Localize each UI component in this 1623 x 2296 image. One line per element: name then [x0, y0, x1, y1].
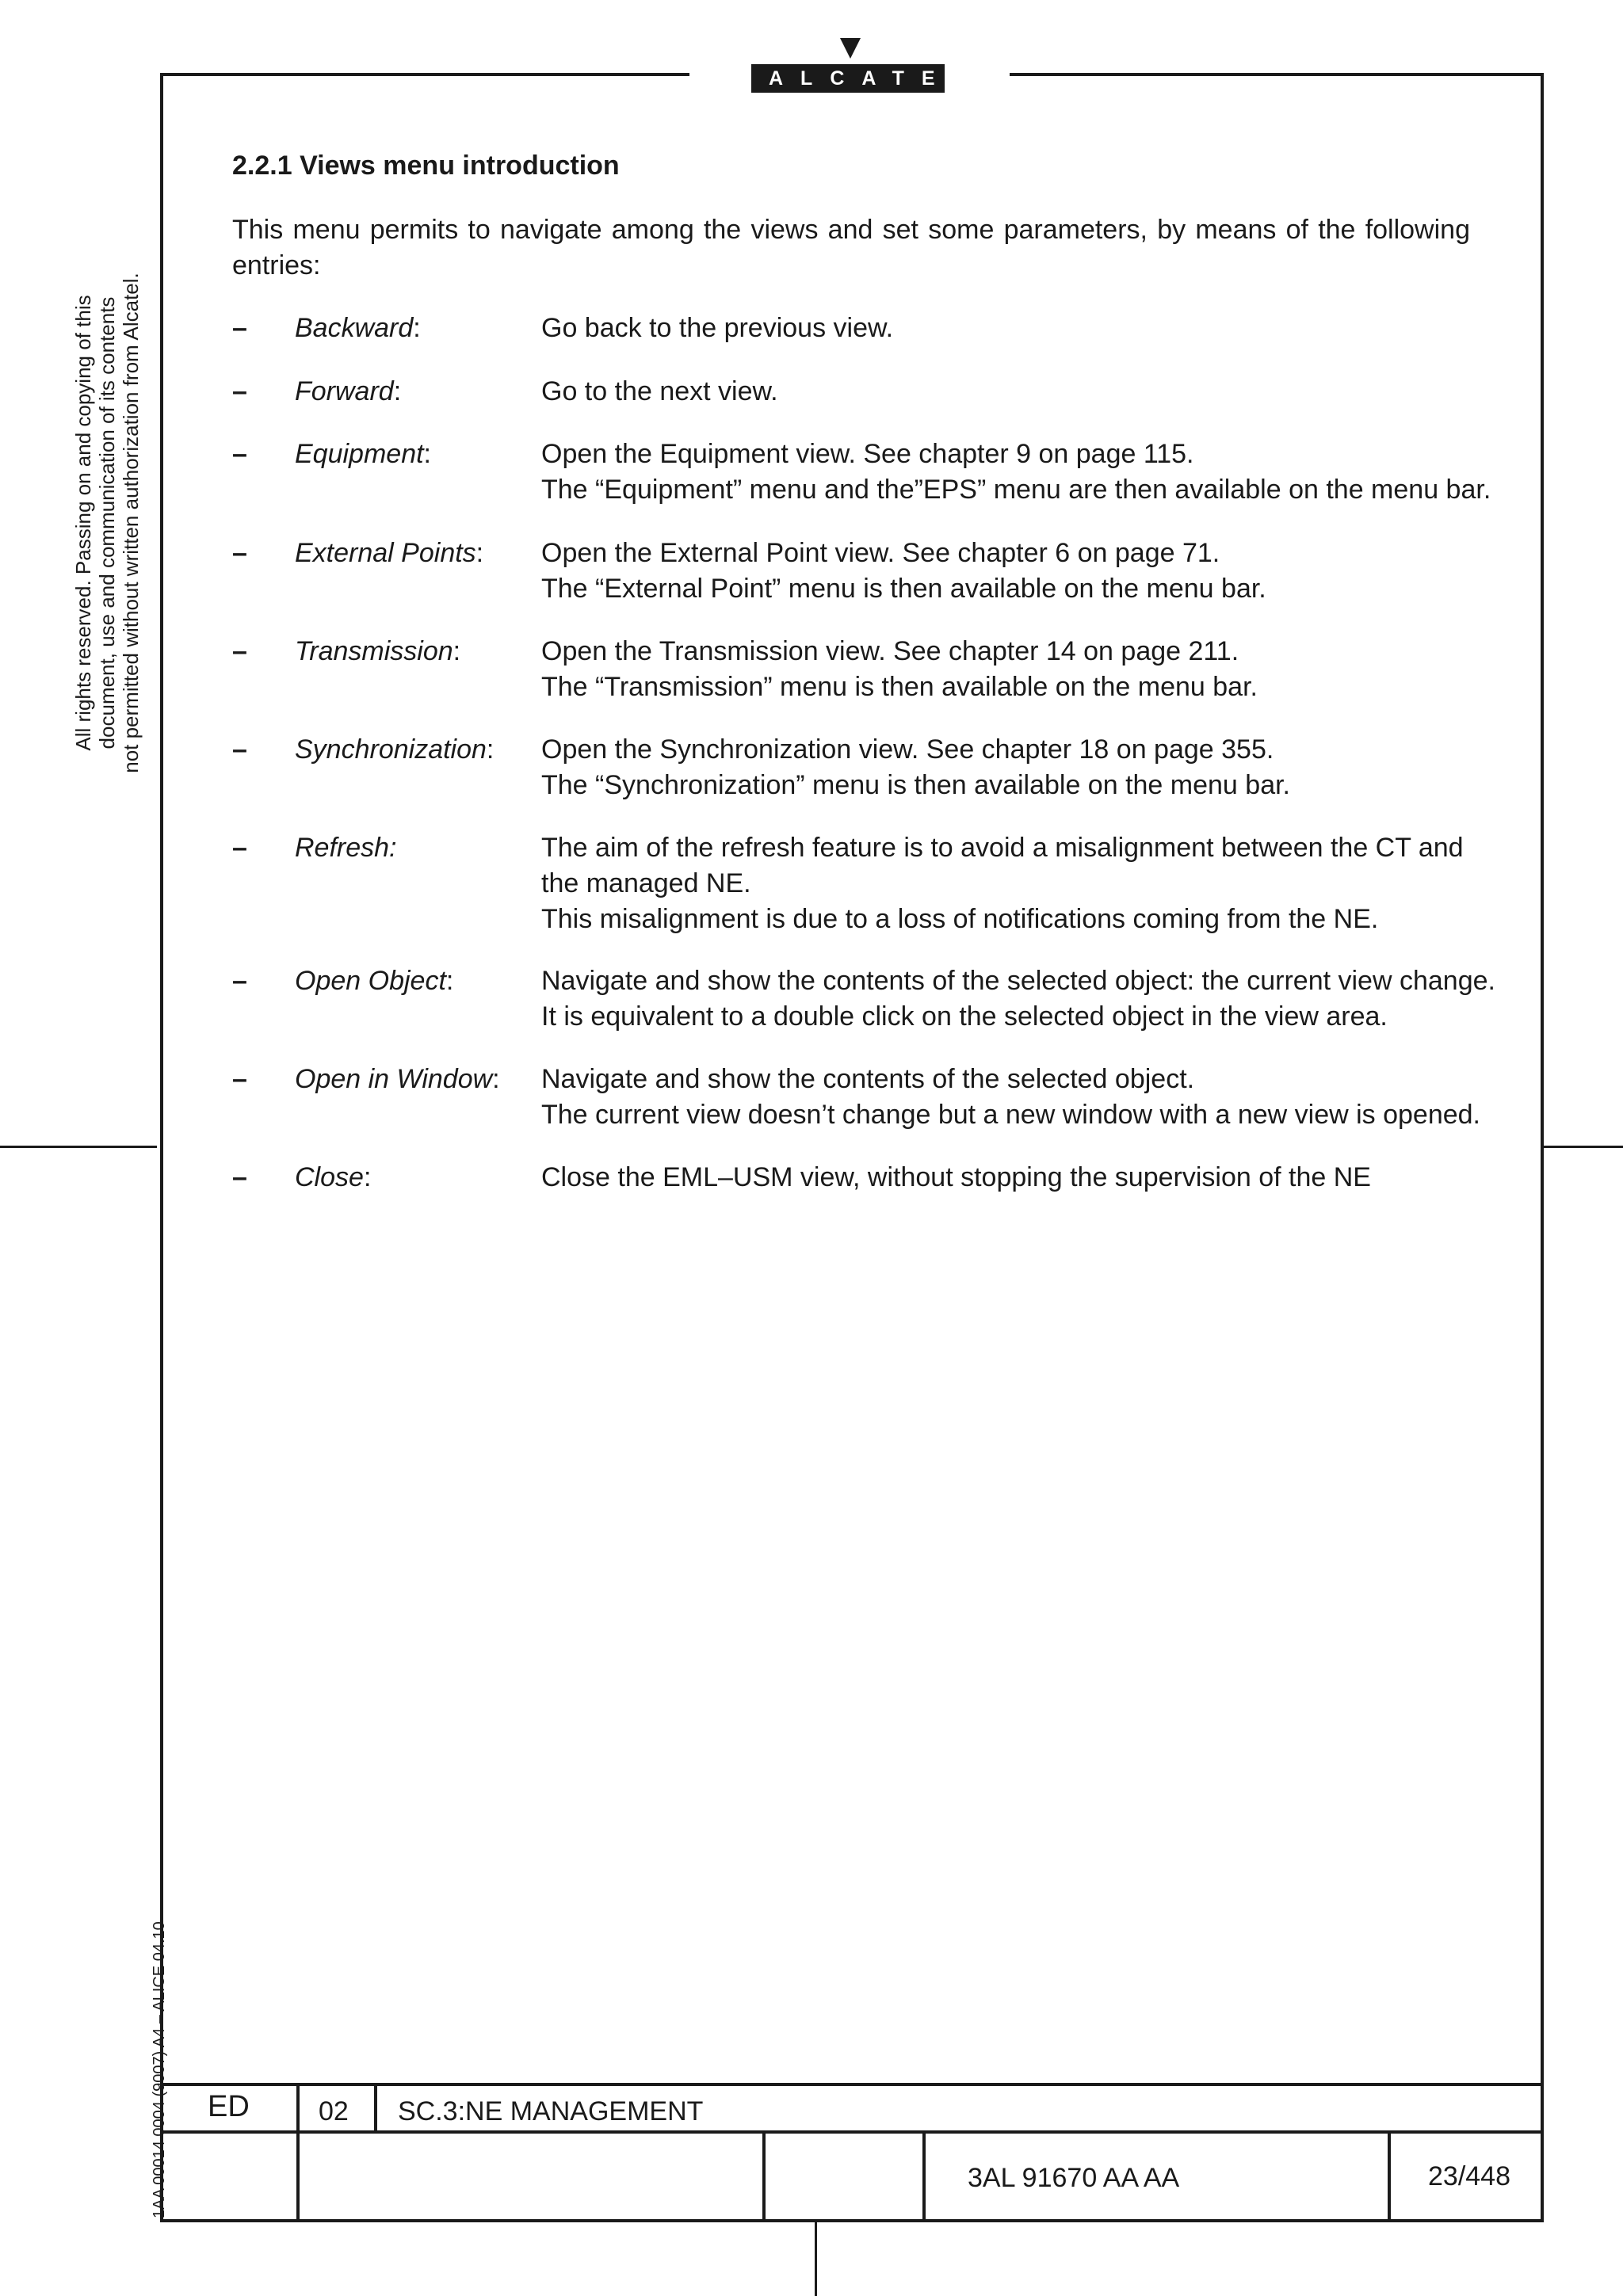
entry-term: [295, 374, 401, 410]
document-title: SC.3:NE MANAGEMENT: [398, 2096, 704, 2126]
entry-term: [295, 963, 453, 999]
entry-term-colon: :: [423, 439, 431, 469]
entry-dash: –: [232, 833, 247, 863]
entry-description-line: Open the Equipment view. See chapter 9 on page 115.: [541, 439, 1194, 469]
entry-description-line: This misalignment is due to a loss of notifications coming from the NE.: [541, 904, 1379, 934]
entry-description: [541, 732, 1476, 803]
entry-term-colon: :: [453, 636, 461, 666]
entry-term-colon: :: [475, 538, 484, 568]
edition-value: 02: [319, 2096, 349, 2126]
entry-dash: –: [232, 734, 247, 765]
entry-description-line: Open the External Point view. See chapter 6 on page 71.: [541, 538, 1220, 568]
frame-left: [160, 73, 163, 2222]
copyright-line-2: document, use and communication of its contents: [95, 296, 119, 749]
entry-dash: –: [232, 313, 247, 343]
entry-description-line: Close the EML–USM view, without stopping the supervision of the NE: [541, 1162, 1371, 1192]
title-block-top: [160, 2083, 1544, 2086]
document-number: 3AL 91670 AA AA: [968, 2163, 1180, 2193]
entry-term-text: Transmission: [295, 636, 453, 666]
copyright-line-1: All rights reserved. Passing on and copying of this: [71, 295, 95, 751]
entry-description: [541, 536, 1476, 607]
entry-description-line: The current view doesn’t change but a new window with a new view is opened.: [541, 1100, 1481, 1130]
entry-term: [295, 536, 483, 571]
entry-description-line: The “Synchronization” menu is then available on the menu bar.: [541, 770, 1290, 800]
entry-term-colon: :: [492, 1064, 500, 1094]
section-heading: 2.2.1 Views menu introduction: [232, 151, 620, 181]
entry-dash: –: [232, 1162, 247, 1192]
entry-description-line: Navigate and show the contents of the selected object: the current view change.: [541, 966, 1495, 996]
entry-term: [295, 437, 431, 472]
page-number: 23/448: [1428, 2161, 1510, 2191]
entry-description: [541, 1160, 1476, 1196]
entry-description-line: Go to the next view.: [541, 376, 778, 406]
entry-term-text: Open Object: [295, 966, 446, 996]
edition-label: ED: [208, 2090, 250, 2123]
entry-term-text: Refresh:: [295, 833, 397, 863]
copyright-line-3: not permitted without written authorization from Alcatel.: [119, 273, 143, 773]
title-block-div-2: [374, 2083, 377, 2132]
entry-term: [295, 1160, 371, 1196]
entry-description: [541, 634, 1476, 705]
alcatel-logo: ALCATEL: [751, 64, 945, 93]
entry-dash: –: [232, 966, 247, 996]
entry-term-colon: :: [486, 734, 495, 765]
entry-dash: –: [232, 538, 247, 568]
entry-description-line: the managed NE.: [541, 868, 751, 898]
fold-mark-left: [0, 1146, 157, 1148]
entry-term-text: Synchronization: [295, 734, 487, 765]
frame-top-left: [160, 73, 689, 76]
entry-description-line: Go back to the previous view.: [541, 313, 894, 343]
entry-term-colon: :: [413, 313, 421, 343]
frame-top-right: [1010, 73, 1544, 76]
fold-mark-right: [1544, 1146, 1623, 1148]
entry-term: [295, 830, 397, 866]
entry-term-text: Forward: [295, 376, 394, 406]
form-code: 1AA 00014 0004 (9007) A4 – ALICE 04.10: [151, 1921, 168, 2218]
entry-description: [541, 311, 1476, 346]
entry-description-line: The “Transmission” menu is then available on the menu bar.: [541, 672, 1258, 702]
entry-dash: –: [232, 1064, 247, 1094]
entry-term-text: External Points: [295, 538, 476, 568]
title-block-div-3: [762, 2130, 766, 2222]
entry-term: [295, 1062, 500, 1097]
entry-description-line: Open the Synchronization view. See chapter 18 on page 355.: [541, 734, 1274, 765]
entry-term-text: Open in Window: [295, 1064, 493, 1094]
entry-term: [295, 634, 460, 669]
entry-description: [541, 830, 1476, 937]
entry-dash: –: [232, 376, 247, 406]
entry-term-text: Equipment: [295, 439, 424, 469]
entry-term: [295, 311, 421, 346]
entry-description: [541, 437, 1491, 508]
title-block-div-1: [296, 2083, 300, 2222]
entry-description-line: Navigate and show the contents of the selected object.: [541, 1064, 1195, 1094]
logo-arrow-icon: [840, 38, 861, 59]
fold-mark-bottom: [815, 2222, 817, 2296]
entry-description: [541, 963, 1495, 1035]
entry-description-line: The “External Point” menu is then available on the menu bar.: [541, 574, 1266, 604]
title-block-div-4: [922, 2130, 926, 2222]
entry-description-line: The aim of the refresh feature is to avoid a misalignment between the CT and: [541, 833, 1464, 863]
section-intro: This menu permits to navigate among the views and set some parameters, by means of the following entries:: [232, 215, 1470, 280]
entry-term-colon: :: [363, 1162, 372, 1192]
entry-dash: –: [232, 439, 247, 469]
entry-term-text: Backward: [295, 313, 414, 343]
entry-term-colon: :: [393, 376, 402, 406]
entry-description-line: The “Equipment” menu and the”EPS” menu are then available on the menu bar.: [541, 475, 1491, 505]
entry-term-text: Close: [295, 1162, 364, 1192]
entry-description: [541, 1062, 1481, 1133]
title-block-mid: [160, 2130, 1544, 2134]
title-block-div-5: [1388, 2130, 1391, 2222]
entry-description-line: Open the Transmission view. See chapter 14 on page 211.: [541, 636, 1239, 666]
entry-term-colon: :: [445, 966, 454, 996]
entry-description: [541, 374, 1476, 410]
entry-term: [295, 732, 494, 768]
entry-dash: –: [232, 636, 247, 666]
entry-description-line: It is equivalent to a double click on the selected object in the view area.: [541, 1001, 1388, 1032]
frame-bottom: [160, 2219, 1544, 2222]
